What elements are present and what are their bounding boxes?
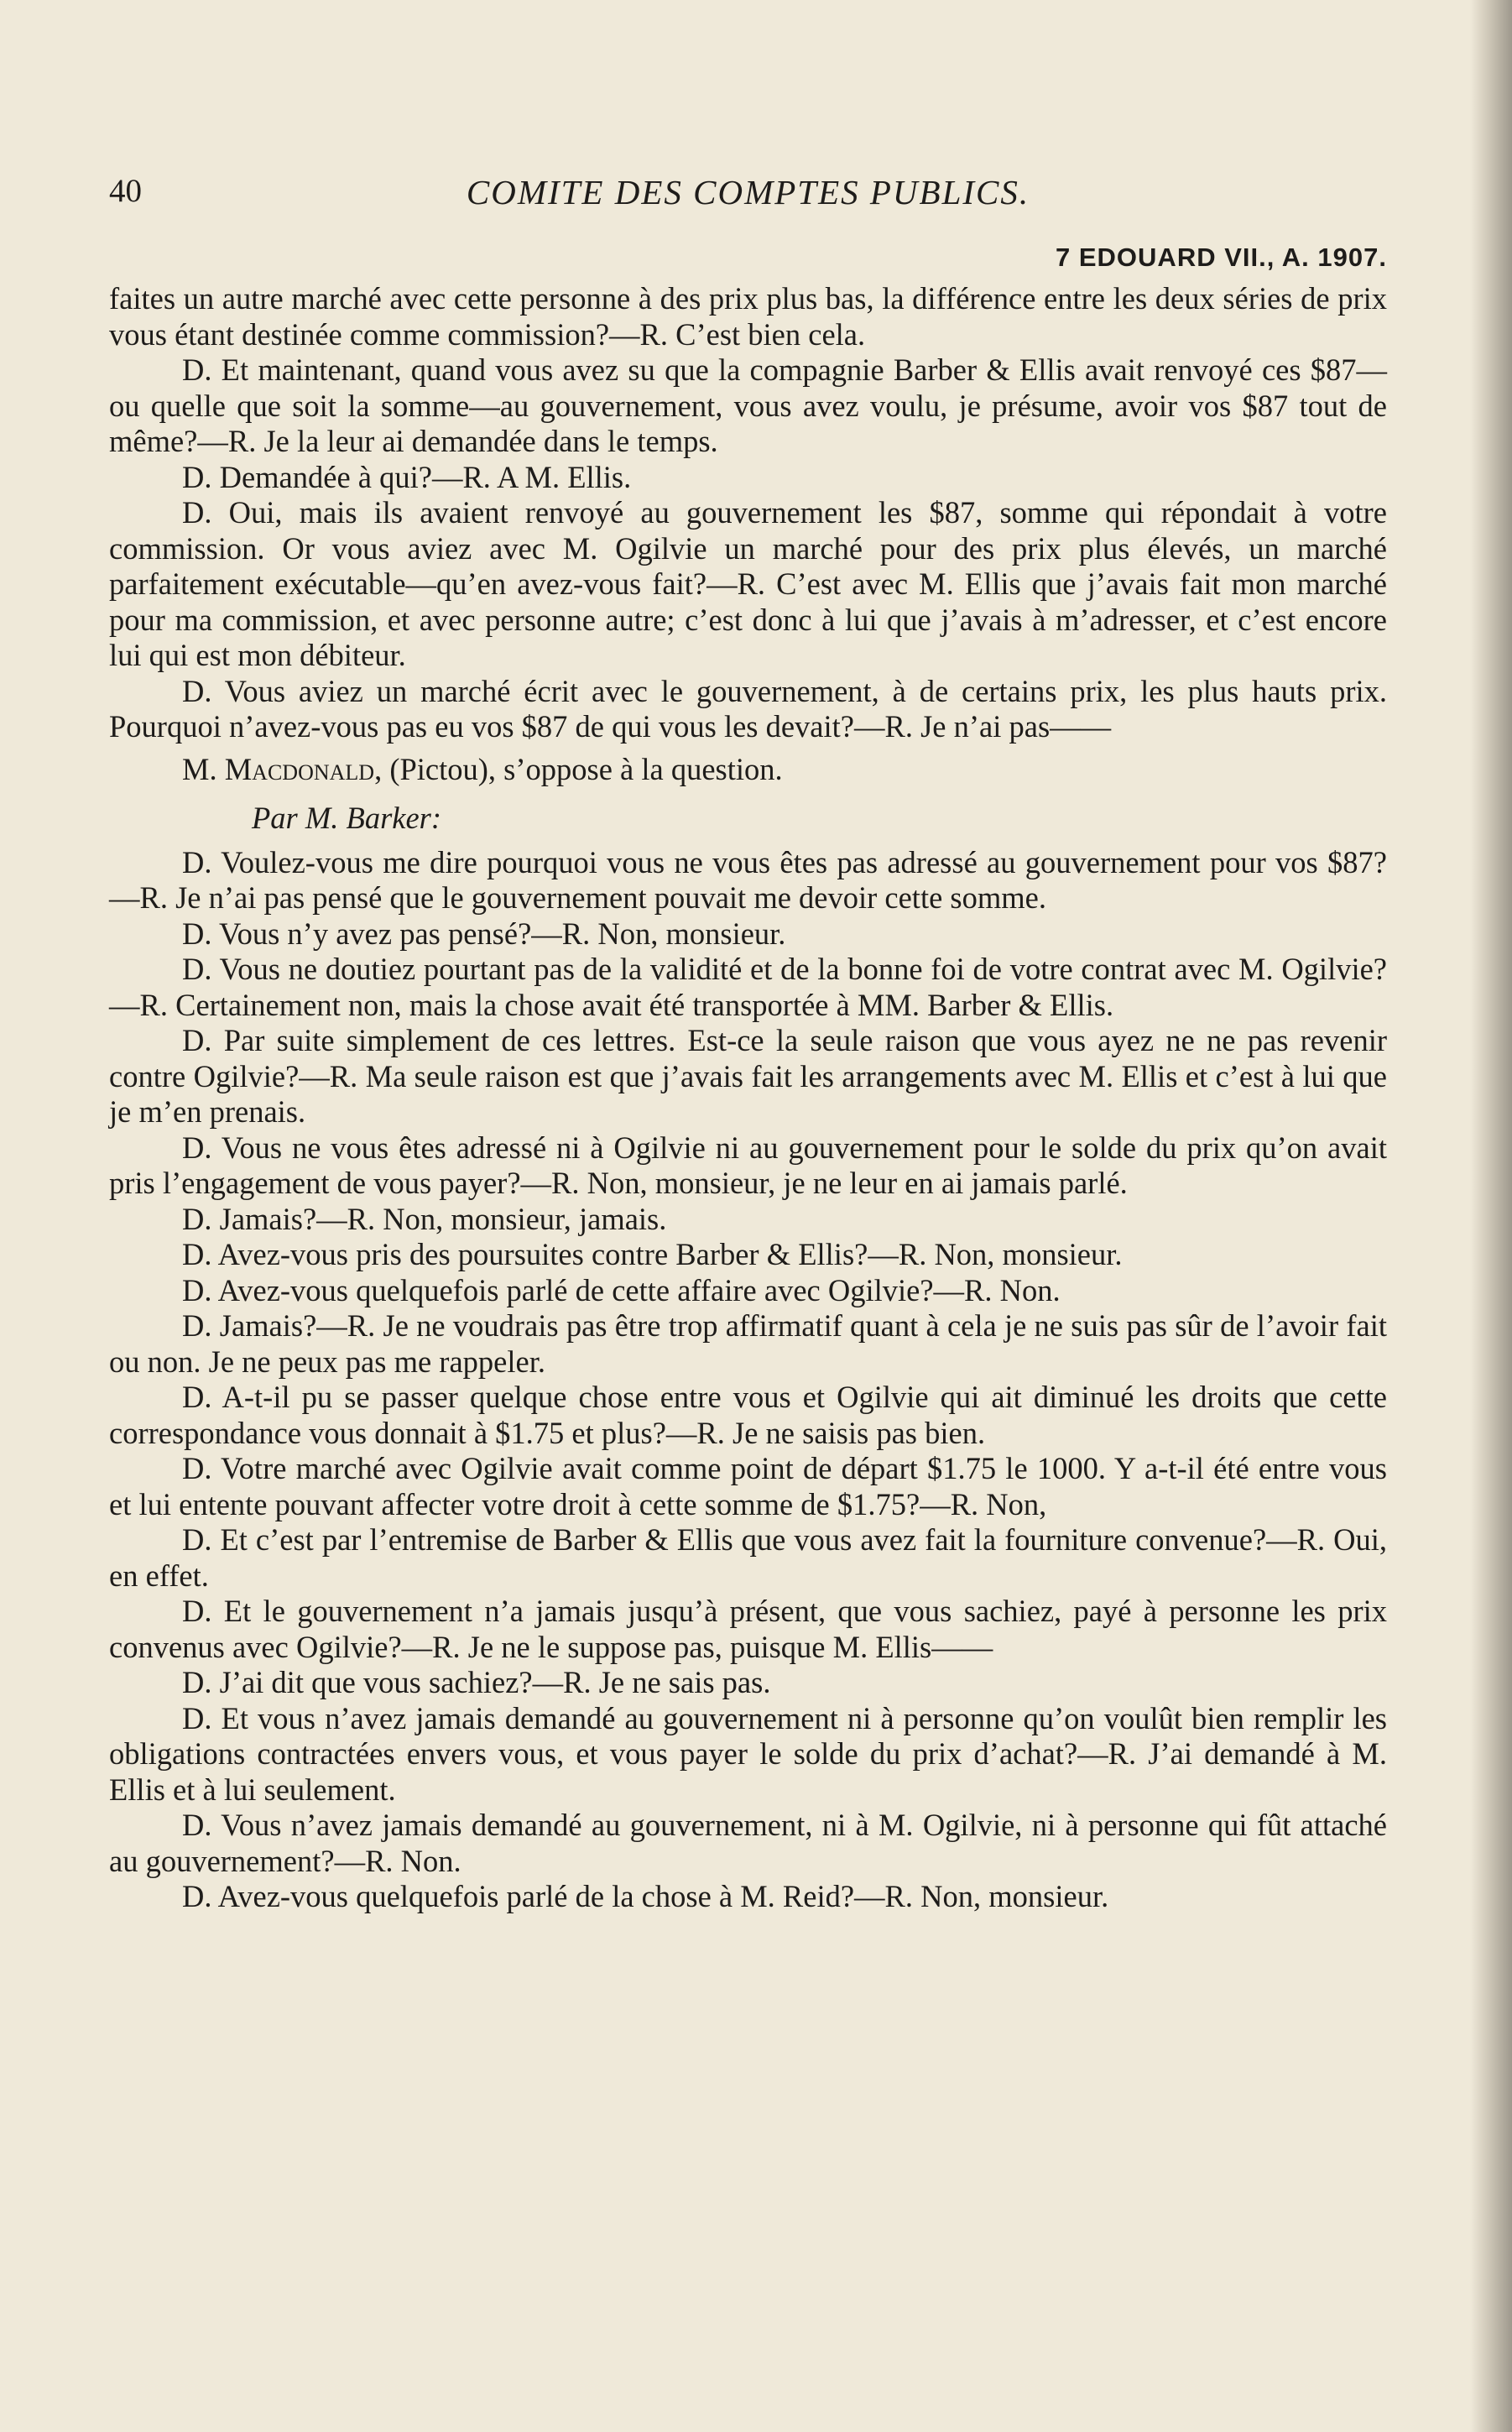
- paragraph: D. Oui, mais ils avaient renvoyé au gouvernement les $87, somme qui répondait à votre commission. Or vous aviez avec M. Ogilvie un marché pour des prix plus élevés, un marché parfaitement exécutable—qu’en avez-vous fait?—R. C’est avec M. Ellis que j’avais fait mon marché pour ma commission, et avec personne autre; c’est donc à lui que j’avais à m’adresser, et c’est encore lui qui est mon débiteur.: [109, 495, 1387, 672]
- paragraph: D. Vous ne vous êtes adressé ni à Ogilvie ni au gouvernement pour le solde du prix qu’on avait pris l’engagement de vous payer?—R. Non, monsieur, je ne leur en ai jamais parlé.: [109, 1130, 1387, 1200]
- paragraph: D. Vous aviez un marché écrit avec le gouvernement, à de certains prix, les plus hauts prix. Pourquoi n’avez-vous pas eu vos $87 de qui vous les devait?—R. Je n’ai pas——: [109, 673, 1387, 744]
- paragraph: D. Avez-vous pris des poursuites contre Barber & Ellis?—R. Non, monsieur.: [182, 1237, 1123, 1271]
- paragraph: D. Vous ne doutiez pourtant pas de la validité et de la bonne foi de votre contrat avec M. Ogilvie?—R. Certainement non, mais la chose avait été transportée à MM. Barber & Ellis.: [109, 952, 1387, 1022]
- paragraph: D. Voulez-vous me dire pourquoi vous ne vous êtes pas adressé au gouvernement pour vos $87?—R. Je n’ai pas pensé que le gouvernement pouvait me devoir cette somme.: [109, 844, 1387, 915]
- running-head: [109, 172, 1387, 222]
- paragraph: D. Jamais?—R. Je ne voudrais pas être trop affirmatif quant à cela je ne suis pas sûr de l’avoir fait ou non. Je ne peux pas me rappeler.: [109, 1308, 1387, 1379]
- page-edge-shadow: [1470, 0, 1512, 2432]
- objection-line: [109, 752, 1387, 788]
- objection-prefix: M.: [182, 751, 225, 786]
- paragraph: D. Avez-vous quelquefois parlé de la chose à M. Reid?—R. Non, monsieur.: [182, 1879, 1109, 1913]
- body-text: [109, 281, 1387, 1915]
- page-number: 40: [109, 173, 142, 209]
- paragraph: D. Vous n’y avez pas pensé?—R. Non, monsieur.: [182, 916, 786, 951]
- paragraph: D. Et le gouvernement n’a jamais jusqu’à présent, que vous sachiez, payé à personne les prix convenus avec Ogilvie?—R. Je ne le suppose pas, puisque M. Ellis——: [109, 1594, 1387, 1664]
- paragraph: D. J’ai dit que vous sachiez?—R. Je ne sais pas.: [182, 1665, 771, 1699]
- examiner-heading: Par M. Barker:: [252, 801, 442, 835]
- journal-title: COMITE DES COMPTES PUBLICS.: [466, 173, 1030, 211]
- paragraph: D. Avez-vous quelquefois parlé de cette affaire avec Ogilvie?—R. Non.: [182, 1272, 1061, 1307]
- paragraph: D. A-t-il pu se passer quelque chose entre vous et Ogilvie qui ait diminué les droits que cette correspondance vous donnait à $1.75 et plus?—R. Je ne saisis pas bien.: [109, 1380, 1387, 1450]
- objection-text: , (Pictou), s’oppose à la question.: [374, 751, 783, 786]
- document-page: [109, 172, 1387, 1915]
- paragraph: D. Et maintenant, quand vous avez su que la compagnie Barber & Ellis avait renvoyé ces $87—ou quelle que soit la somme—au gouvernement, vous avez voulu, je présume, avoir vos $87 tout de même?—R. Je la leur ai demandée dans le temps.: [109, 352, 1387, 458]
- paragraph: D. Et c’est par l’entremise de Barber & Ellis que vous avez fait la fourniture convenue?—R. Oui, en effet.: [109, 1522, 1387, 1593]
- paragraph: D. Et vous n’avez jamais demandé au gouvernement ni à personne qu’on voulût bien remplir les obligations contractées envers vous, et vous payer le solde du prix d’achat?—R. J’ai demandé à M. Ellis et à lui seulement.: [109, 1700, 1387, 1807]
- paragraph: D. Jamais?—R. Non, monsieur, jamais.: [182, 1201, 667, 1236]
- paragraph: D. Par suite simplement de ces lettres. Est-ce la seule raison que vous ayez ne ne pas revenir contre Ogilvie?—R. Ma seule raison est que j’avais fait les arrangements avec M. Ellis et c’est à lui que je m’en prenais.: [109, 1023, 1387, 1129]
- paragraph: D. Votre marché avec Ogilvie avait comme point de départ $1.75 le 1000. Y a-t-il été entre vous et lui entente pouvant affecter votre droit à cette somme de $1.75?—R. Non,: [109, 1451, 1387, 1521]
- paragraph: D. Vous n’avez jamais demandé au gouvernement, ni à M. Ogilvie, ni à personne qui fût attaché au gouvernement?—R. Non.: [109, 1808, 1387, 1878]
- paragraph: D. Demandée à qui?—R. A M. Ellis.: [182, 459, 632, 494]
- paragraph: faites un autre marché avec cette personne à des prix plus bas, la différence entre les deux séries de prix vous étant destinée comme commission?—R. C’est bien cela.: [109, 281, 1387, 352]
- speaker-name: Macdonald: [224, 751, 375, 786]
- session-line: 7 EDOUARD VII., A. 1907.: [1056, 243, 1387, 272]
